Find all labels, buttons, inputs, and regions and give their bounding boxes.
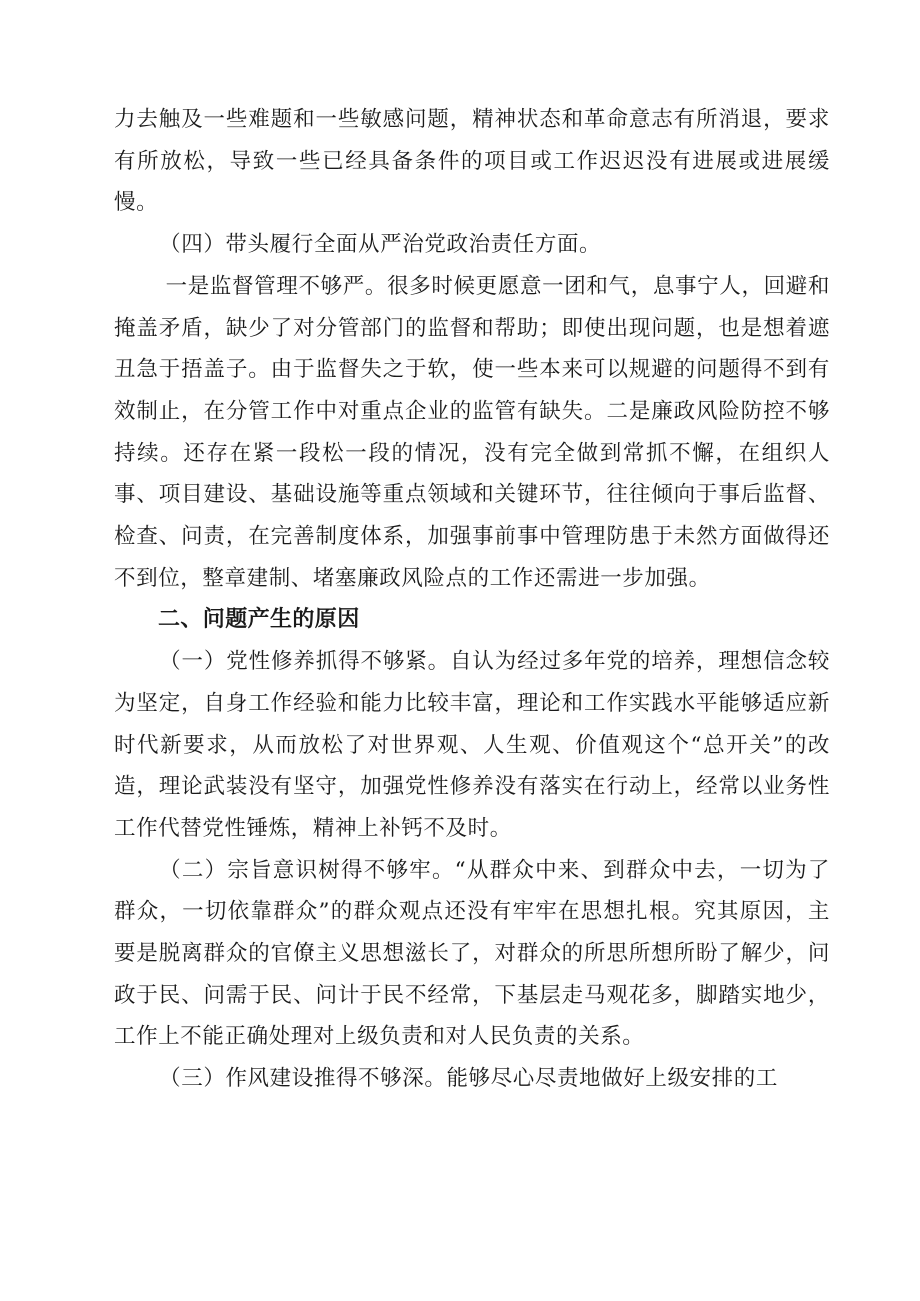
subheading-section-four: （四）带头履行全面从严治党政治责任方面。 — [159, 232, 602, 258]
paragraph-party-spirit: （一）党性修养抓得不够紧。自认为经过多年党的培养，理想信念较为坚定，自身工作经验和能力比较丰富，理论和工作实践水平能够适应新时代新要求，从而放松了对世界观、人生观、价值观这个“总开关”的改造，理论武装没有坚守，加强党性修养没有落实在行动上，经常以业务性工作代替党性锤炼，精神上补钙不及时。 — [114, 649, 830, 841]
paragraph-purpose-awareness: （二）宗旨意识树得不够牢。“从群众中来、到群众中去，一切为了群众，一切依靠群众”的群众观点还没有牢牢在思想扎根。究其原因，主要是脱离群众的官僚主义思想滋长了，对群众的所思所想所盼了解少，问政于民、问需于民、问计于民不经常，下基层走马观花多，脚踏实地少，工作上不能正确处理对上级负责和对人民负责的关系。 — [114, 857, 830, 1050]
document-body — [114, 99, 830, 1100]
paragraph-supervision: 一是监督管理不够严。很多时候更愿意一团和气，息事宁人，回避和掩盖矛盾，缺少了对分管部门的监督和帮助；即使出现问题，也是想着遮丑急于捂盖子。由于监督失之于软，使一些本来可以规避的问题得不到有效制止，在分管工作中对重点企业的监管有缺失。二是廉政风险防控不够持续。还存在紧一段松一段的情况，没有完全做到常抓不懈，在组织人事、项目建设、基础设施等重点领域和关键环节，往往倾向于事后监督、检查、问责，在完善制度体系，加强事前事中管理防患于未然方面做得还不到位，整章建制、堵塞廉政风险点的工作还需进一步加强。 — [114, 273, 830, 591]
section-heading-causes: 二、问题产生的原因 — [158, 607, 360, 633]
paragraph-work-style: （三）作风建设推得不够深。能够尽心尽责地做好上级安排的工 — [159, 1066, 778, 1092]
paragraph-continuation: 力去触及一些难题和一些敏感问题，精神状态和革命意志有所消退，要求有所放松，导致一些已经具备条件的项目或工作迟迟没有进展或进展缓慢。 — [114, 107, 830, 216]
